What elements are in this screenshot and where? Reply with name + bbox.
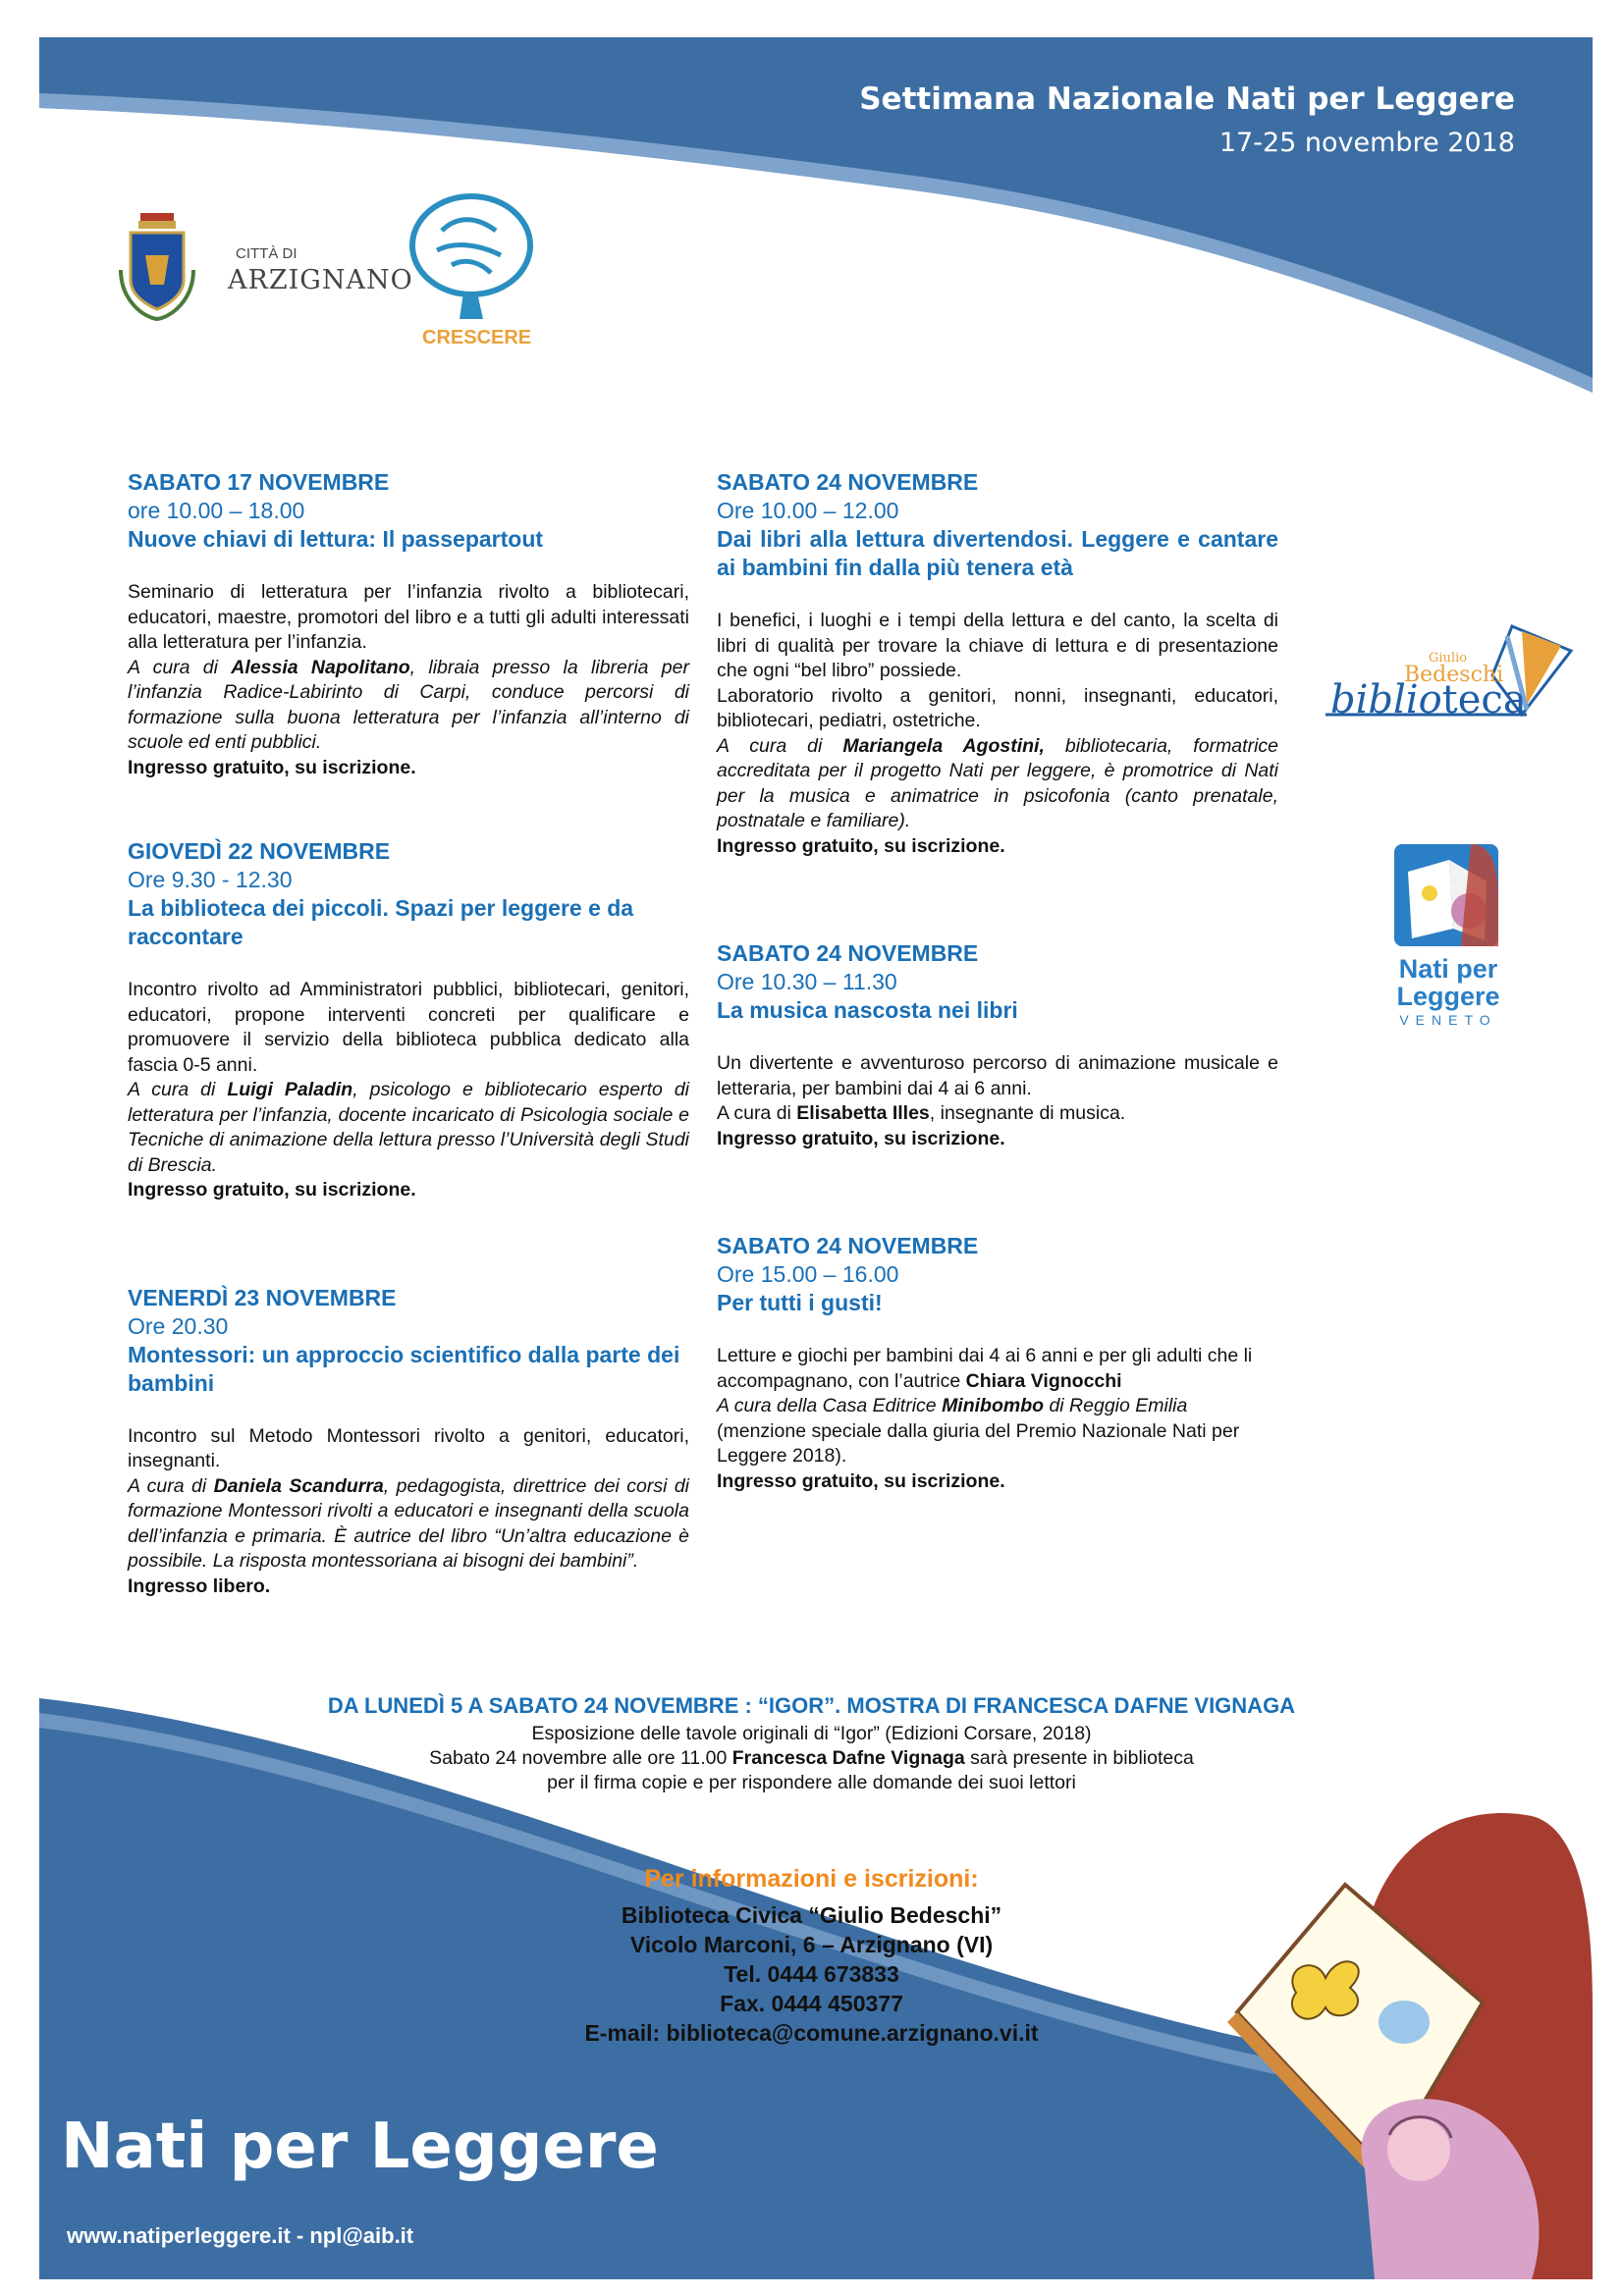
city-label-small: CITTÀ DI <box>236 245 298 262</box>
event-description: Incontro rivolto ad Amministratori pubblici, bibliotecari, genitori, educatori, propone interventi concreti per qualificare e promuovere il servizio della biblioteca pubblica dedicato alla fascia 0-5 anni. <box>128 979 689 1076</box>
event-sat24-morning <box>717 468 1278 859</box>
event-entry: Ingresso gratuito, su iscrizione. <box>717 1127 1005 1149</box>
event-title: Per tutti i gusti! <box>717 1290 883 1315</box>
event-entry: Ingresso gratuito, su iscrizione. <box>717 834 1005 857</box>
npl-veneto-line3: VENETO <box>1399 1012 1497 1028</box>
event-time: Ore 10.00 – 12.00 <box>717 498 899 523</box>
npl-veneto-line1: Nati per <box>1398 954 1498 984</box>
event-day: SABATO 24 NOVEMBRE <box>717 469 979 495</box>
event-credit: A cura di Mariangela Agostini, bibliotecaria, formatrice accreditata per il progetto Nati per leggere, è promotrice di Nati per la musica e animatrice in psicofonia (canto prenatale, postnatale e familiare). <box>717 734 1278 831</box>
event-sat24-music <box>717 939 1278 1151</box>
event-title: Dai libri alla lettura divertendosi. Leggere e cantare ai bambini fin dalla più tenera età <box>717 526 1278 580</box>
exhibition-line1: Esposizione delle tavole originali di “Igor” (Edizioni Corsare, 2018) <box>531 1723 1092 1744</box>
event-title: La musica nascosta nei libri <box>717 997 1018 1023</box>
left-column <box>128 468 689 1599</box>
event-day: SABATO 24 NOVEMBRE <box>717 940 979 966</box>
event-time: Ore 15.00 – 16.00 <box>717 1261 899 1287</box>
event-day: VENERDÌ 23 NOVEMBRE <box>128 1284 397 1310</box>
event-entry: Ingresso gratuito, su iscrizione. <box>717 1469 1005 1492</box>
event-credit: A cura di Luigi Paladin, psicologo e bibliotecario esperto di letteratura per l’infanzia, docente incaricato di Psicologia sociale e Tecniche di animazione della lettura presso l’Università degli Studi di Brescia. <box>128 1079 689 1176</box>
info-fax: Fax. 0444 450377 <box>720 1991 903 2016</box>
city-crest-icon <box>113 211 201 324</box>
event-title: La biblioteca dei piccoli. Spazi per leggere e da raccontare <box>128 895 634 949</box>
exhibition-line2: Sabato 24 novembre alle ore 11.00 Francesca Dafne Vignaga sarà presente in biblioteca <box>429 1747 1194 1769</box>
event-title: Nuove chiavi di lettura: Il passepartout <box>128 526 544 552</box>
event-title: Montessori: un approccio scientifico dalla parte dei bambini <box>128 1341 680 1396</box>
info-library: Biblioteca Civica “Giulio Bedeschi” <box>621 1902 1002 1928</box>
event-time: Ore 10.30 – 11.30 <box>717 969 897 994</box>
event-day: SABATO 17 NOVEMBRE <box>128 469 390 495</box>
header-dates: 17-25 novembre 2018 <box>1218 128 1515 158</box>
event-entry: Ingresso libero. <box>128 1575 271 1597</box>
biblioteca-wordmark: biblioteca <box>1330 677 1527 722</box>
exhibition-title: DA LUNEDÌ 5 A SABATO 24 NOVEMBRE : “IGOR”. MOSTRA DI FRANCESCA DAFNE VIGNAGA <box>327 1693 1296 1718</box>
event-sat17 <box>128 468 689 780</box>
npl-veneto-line2: Leggere <box>1396 982 1500 1011</box>
crescere-tree-icon <box>403 187 540 329</box>
event-entry: Ingresso gratuito, su iscrizione. <box>128 756 416 778</box>
child-reading-illustration <box>1178 1757 1593 2279</box>
event-credit: A cura di Elisabetta Illes, insegnante di musica. <box>717 1102 1126 1124</box>
event-sat24-afternoon <box>717 1232 1278 1494</box>
event-day: GIOVEDÌ 22 NOVEMBRE <box>128 838 391 864</box>
info-address: Vicolo Marconi, 6 – Arzignano (VI) <box>629 1932 994 1957</box>
biblioteca-bedeschi: Bedeschi <box>1404 663 1504 687</box>
info-heading: Per informazioni e iscrizioni: <box>644 1865 979 1893</box>
exhibition-line3: per il firma copie e per rispondere alle domande dei suoi lettori <box>547 1772 1076 1793</box>
event-credit: A cura di Daniela Scandurra, pedagogista, direttrice dei corsi di formazione Montessori rivolti a educatori e insegnanti della scuola dell’infanzia e primaria. È autrice del libro “Un’altra educazione è possibile. La risposta montessoriana ai bisogni dei bambini”. <box>128 1474 690 1572</box>
event-description: Un divertente e avventuroso percorso di animazione musicale e letteraria, per bambini dai 4 ai 6 anni. <box>717 1052 1278 1099</box>
npl-veneto-reader-icon <box>1392 842 1500 948</box>
event-description: Seminario di letteratura per l’infanzia rivolto a bibliotecari, educatori, maestre, promotori del libro e a tutti gli adulti interessati alla letteratura per l’infanzia. <box>128 581 689 653</box>
event-description-2: Laboratorio rivolto a genitori, nonni, insegnanti, educatori, bibliotecari, pediatri, ostetriche. <box>717 684 1278 731</box>
footer-web[interactable]: www.natiperleggere.it - npl@aib.it <box>67 2223 414 2248</box>
right-column <box>717 468 1278 1494</box>
event-time: Ore 9.30 - 12.30 <box>128 867 293 892</box>
event-fri23 <box>128 1284 689 1600</box>
city-label: ARZIGNANO <box>228 265 413 295</box>
event-entry: Ingresso gratuito, su iscrizione. <box>128 1179 416 1201</box>
event-time: Ore 20.30 <box>128 1312 229 1339</box>
biblioteca-giulio: Giulio <box>1429 651 1468 666</box>
event-description: Letture e giochi per bambini dai 4 ai 6 anni e per gli adulti che li accompagnano, con l’autrice Chiara Vignocchi <box>717 1345 1253 1392</box>
event-description: I benefici, i luoghi e i tempi della lettura e del canto, la scelta di libri di qualità per trovare la chiave di lettura e di presentazione che ogni “bel libro” possiede. <box>717 610 1278 681</box>
event-thu22 <box>128 837 689 1203</box>
footer-brand: Nati per Leggere <box>61 2110 659 2183</box>
event-time: ore 10.00 – 18.00 <box>128 498 305 523</box>
event-note: (menzione speciale dalla giuria del Premio Nazionale Nati per Leggere 2018). <box>717 1419 1240 1467</box>
event-credit: A cura di Alessia Napolitano, libraia presso la libreria per l’infanzia Radice-Labirinto di Carpi, conduce percorsi di formazione sulla buona letteratura per l’infanzia all’interno di scuole ed enti pubblici. <box>128 656 689 753</box>
event-day: SABATO 24 NOVEMBRE <box>717 1233 979 1258</box>
event-credit: A cura della Casa Editrice Minibombo di Reggio Emilia <box>717 1395 1188 1416</box>
info-phone: Tel. 0444 673833 <box>724 1961 899 1987</box>
event-description: Incontro sul Metodo Montessori rivolto a genitori, educatori, insegnanti. <box>128 1424 689 1471</box>
crescere-label: CRESCERE <box>422 327 532 348</box>
header-title: Settimana Nazionale Nati per Leggere <box>859 81 1515 117</box>
info-email[interactable]: E-mail: biblioteca@comune.arzignano.vi.it <box>584 2020 1039 2046</box>
